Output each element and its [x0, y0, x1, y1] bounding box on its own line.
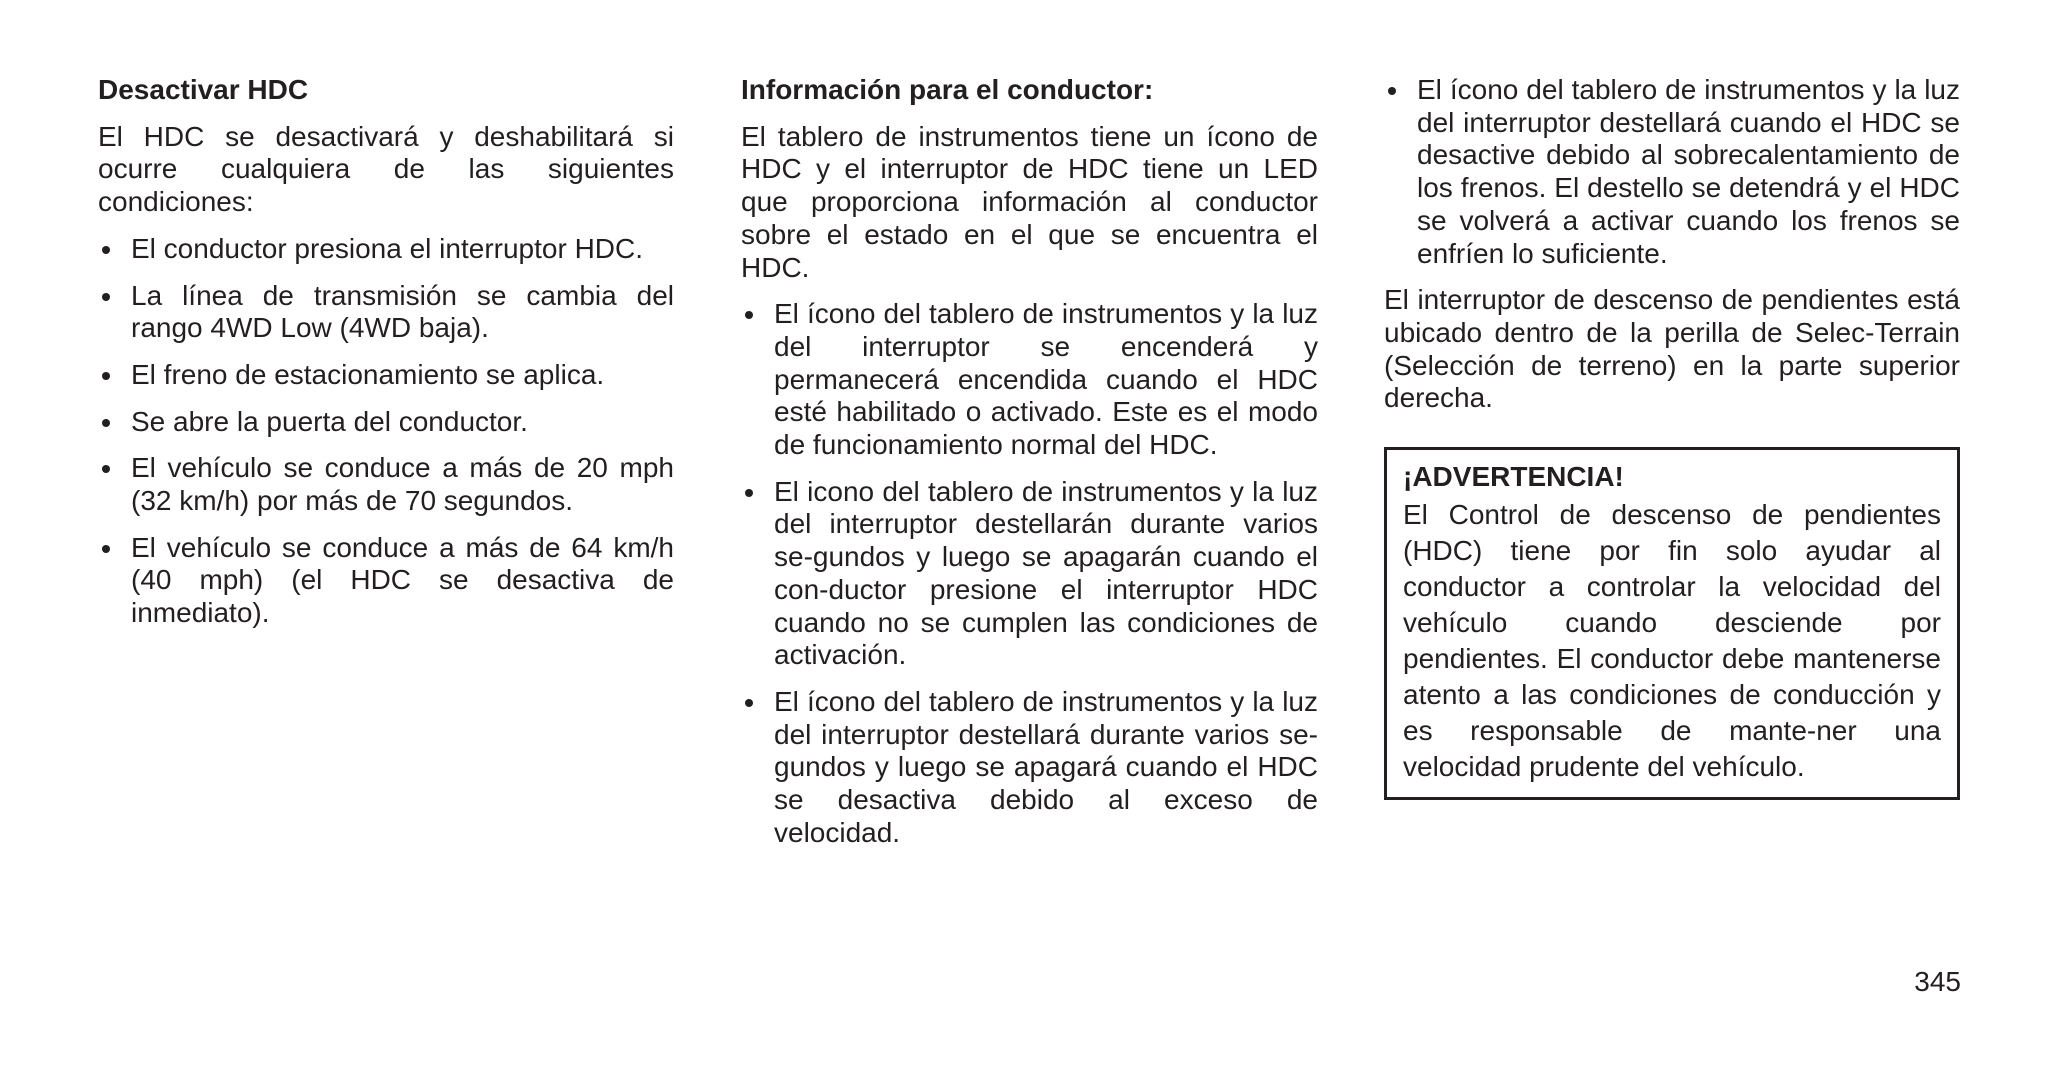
list-item-text: Se abre la puerta del conductor. — [131, 405, 528, 437]
intro-paragraph: El tablero de instrumentos tiene un ícono de HDC y el interruptor de HDC tiene un LED que proporciona información al conductor sobre el estado en el que se encuentra el HDC. — [741, 120, 1318, 283]
list-item — [98, 532, 674, 630]
bullet-icon — [102, 372, 110, 380]
column-right — [1384, 74, 1960, 800]
section-heading-informacion-conductor: Información para el conductor: — [741, 74, 1154, 105]
bullet-icon — [745, 311, 753, 319]
list-item-text: El ícono del tablero de instrumentos y la luz del interruptor destellará cuando el HDC se desactive debido al sobrecalentamiento de los frenos. El destello se detendrá y el HDC se volverá a activar cuando los frenos se enfríen lo suficiente. — [1417, 74, 1960, 269]
list-item-text: El icono del tablero de instrumentos y la luz del interruptor destellarán durante varios se-gundos y luego se apagarán cuando el con-ductor presione el interruptor HDC cuando no se cumplen las condiciones de activación. — [774, 475, 1318, 671]
indicator-list — [741, 298, 1318, 849]
list-item — [98, 359, 674, 392]
list-item-text: El freno de estacionamiento se aplica. — [131, 358, 605, 390]
list-item — [98, 452, 674, 517]
bullet-icon — [102, 246, 110, 254]
column-middle — [741, 74, 1318, 863]
list-item — [1384, 74, 1960, 270]
warning-title: ¡ADVERTENCIA! — [1403, 461, 1624, 493]
bullet-icon — [102, 465, 110, 473]
list-item-text: El ícono del tablero de instrumentos y la luz del interruptor destellará durante varios se-gundos y luego se apagará cuando el HDC se desactiva debido al exceso de velocidad. — [774, 685, 1318, 848]
bullet-icon — [102, 293, 110, 301]
list-item — [98, 233, 674, 266]
list-item — [741, 476, 1318, 672]
bullet-icon — [102, 419, 110, 427]
indicator-list-continued — [1384, 74, 1960, 270]
condition-list — [98, 233, 674, 630]
switch-location-paragraph: El interruptor de descenso de pendientes está ubicado dentro de la perilla de Selec-Terrain (Selección de terreno) en la parte superior derecha. — [1384, 284, 1960, 414]
bullet-icon — [745, 489, 753, 497]
column-left — [98, 74, 674, 644]
list-item-text: La línea de transmisión se cambia del rango 4WD Low (4WD baja). — [131, 279, 674, 344]
bullet-icon — [745, 699, 753, 707]
list-item — [741, 686, 1318, 850]
list-item-text: El ícono del tablero de instrumentos y la luz del interruptor se encenderá y permanecerá encendida cuando el HDC esté habilitado o activado. Este es el modo de funcionamiento normal del HDC. — [774, 298, 1318, 461]
list-item-text: El vehículo se conduce a más de 20 mph (32 km/h) por más de 70 segundos. — [131, 452, 674, 517]
warning-box — [1384, 447, 1960, 800]
intro-paragraph: El HDC se desactivará y deshabilitará si ocurre cualquiera de las siguientes condiciones: — [98, 120, 674, 218]
list-item-text: El conductor presiona el interruptor HDC. — [131, 232, 644, 264]
page-number: 345 — [1914, 966, 1961, 997]
list-item — [98, 406, 674, 439]
warning-text: El Control de descenso de pendientes (HDC) tiene por fin solo ayudar al conductor a controlar la velocidad del vehículo cuando desciende por pendientes. El conductor debe mantenerse atento a las condiciones de conducción y es responsable de mante-ner una velocidad prudente del vehículo. — [1403, 499, 1941, 783]
section-heading-desactivar-hdc: Desactivar HDC — [98, 74, 309, 105]
bullet-icon — [1388, 87, 1396, 95]
list-item — [741, 298, 1318, 462]
list-item-text: El vehículo se conduce a más de 64 km/h (40 mph) (el HDC se desactiva de inmediato). — [131, 531, 674, 629]
bullet-icon — [102, 545, 110, 553]
list-item — [98, 280, 674, 345]
